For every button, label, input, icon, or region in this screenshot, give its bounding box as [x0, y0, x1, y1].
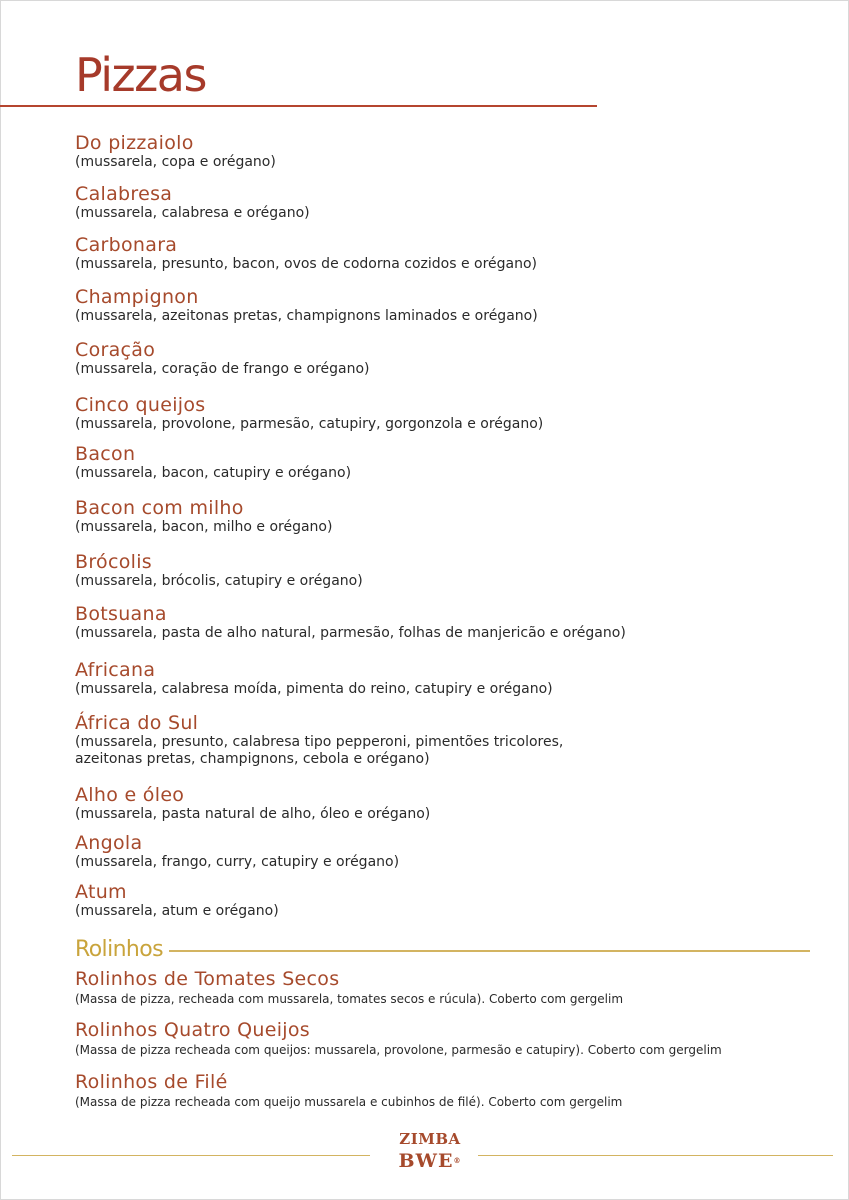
item-name: Champignon	[75, 286, 199, 308]
menu-item-alho-e-oleo	[75, 784, 815, 823]
brand-logo	[392, 1128, 468, 1186]
item-name: Calabresa	[75, 183, 173, 205]
item-name: Coração	[75, 339, 156, 361]
item-name: Atum	[75, 881, 127, 903]
footer-rule-left	[12, 1155, 370, 1156]
menu-item-bacon	[75, 443, 815, 482]
item-name: Rolinhos de Tomates Secos	[75, 968, 340, 990]
item-description: (mussarela, bacon, milho e orégano)	[75, 519, 333, 535]
menu-item-cinco-queijos	[75, 394, 815, 433]
item-description: (mussarela, provolone, parmesão, catupiry, gorgonzola e orégano)	[75, 416, 544, 432]
item-description: (Massa de pizza recheada com queijos: mussarela, provolone, parmesão e catupiry). Coberto com gergelim	[75, 1043, 722, 1057]
item-description: (mussarela, brócolis, catupiry e orégano)	[75, 573, 363, 589]
menu-item-rolinhos-de-file	[75, 1071, 815, 1110]
item-name: Bacon	[75, 443, 136, 465]
menu-item-coracao	[75, 339, 815, 378]
menu-item-bacon-com-milho	[75, 497, 815, 536]
section-heading-label: Rolinhos	[75, 936, 163, 962]
item-name: Botsuana	[75, 603, 167, 625]
menu-item-angola	[75, 832, 815, 871]
item-description: (mussarela, presunto, bacon, ovos de codorna cozidos e orégano)	[75, 256, 538, 272]
logo-line-2-text: BWE	[398, 1150, 454, 1172]
item-name: Carbonara	[75, 234, 178, 256]
registered-mark: ®	[453, 1156, 462, 1165]
menu-item-calabresa	[75, 183, 815, 222]
item-description: (mussarela, atum e orégano)	[75, 903, 279, 919]
item-name: Alho e óleo	[75, 784, 185, 806]
section-heading-rule	[169, 950, 810, 952]
item-description: (mussarela, calabresa moída, pimenta do reino, catupiry e orégano)	[75, 681, 553, 697]
menu-item-do-pizzaiolo	[75, 132, 815, 171]
item-description: (mussarela, calabresa e orégano)	[75, 205, 310, 221]
menu-item-champignon	[75, 286, 815, 325]
page-title: Pizzas	[75, 48, 206, 102]
item-name: Cinco queijos	[75, 394, 206, 416]
item-description: (mussarela, pasta de alho natural, parmesão, folhas de manjericão e orégano)	[75, 625, 626, 641]
menu-item-rolinhos-quatro-queijos	[75, 1019, 815, 1058]
item-description: (mussarela, frango, curry, catupiry e orégano)	[75, 854, 400, 870]
menu-item-africa-do-sul	[75, 712, 815, 768]
menu-item-carbonara	[75, 234, 815, 273]
item-description: (mussarela, pasta natural de alho, óleo e orégano)	[75, 806, 431, 822]
item-name: Do pizzaiolo	[75, 132, 194, 154]
item-name: Brócolis	[75, 551, 152, 573]
menu-item-atum	[75, 881, 815, 920]
item-name: Bacon com milho	[75, 497, 244, 519]
menu-item-brocolis	[75, 551, 815, 590]
item-name: Angola	[75, 832, 143, 854]
menu-item-rolinhos-tomates-secos	[75, 968, 815, 1007]
item-description: (mussarela, azeitonas pretas, champignons laminados e orégano)	[75, 308, 538, 324]
item-name: África do Sul	[75, 712, 199, 734]
logo-line-2	[392, 1150, 468, 1172]
item-description: (Massa de pizza recheada com queijo mussarela e cubinhos de filé). Coberto com gergelim	[75, 1095, 623, 1109]
title-underline	[0, 105, 597, 107]
menu-item-botsuana	[75, 603, 815, 642]
logo-line-1: ZIMBA	[399, 1130, 461, 1148]
item-name: Rolinhos de Filé	[75, 1071, 228, 1093]
item-description: (mussarela, presunto, calabresa tipo pepperoni, pimentões tricolores,	[75, 734, 564, 750]
item-name: Rolinhos Quatro Queijos	[75, 1019, 310, 1041]
section-heading-rolinhos	[75, 934, 810, 964]
footer-rule-right	[478, 1155, 833, 1156]
menu-item-africana	[75, 659, 815, 698]
item-description: (mussarela, bacon, catupiry e orégano)	[75, 465, 352, 481]
item-description: (mussarela, copa e orégano)	[75, 154, 276, 170]
item-description: (Massa de pizza, recheada com mussarela, tomates secos e rúcula). Coberto com gergelim	[75, 992, 624, 1006]
item-name: Africana	[75, 659, 156, 681]
item-description: (mussarela, coração de frango e orégano)	[75, 361, 370, 377]
item-description-line-2: azeitonas pretas, champignons, cebola e orégano)	[75, 751, 430, 767]
